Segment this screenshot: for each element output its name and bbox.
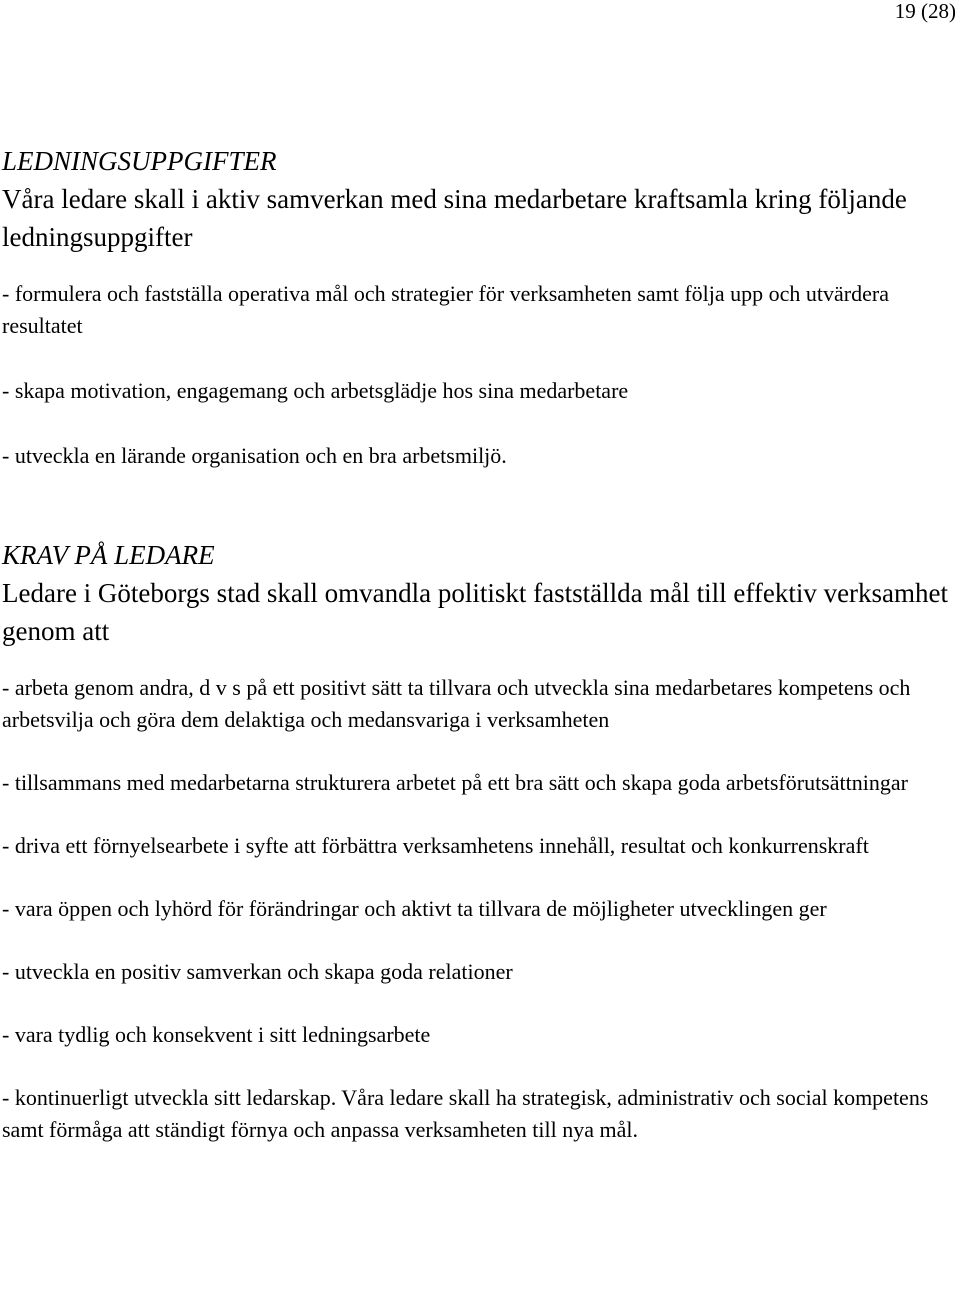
section-intro: Våra ledare skall i aktiv samverkan med sina medarbetare kraftsamla kring följande ledningsuppgifter: [2, 184, 907, 252]
page-number: 19 (28): [894, 0, 956, 23]
section-intro: Ledare i Göteborgs stad skall omvandla politiskt fastställda mål till effektiv verksamhet genom att: [2, 578, 949, 646]
section-title-krav-pa-ledare: KRAV PÅ LEDARE: [2, 540, 215, 570]
document-body: [2, 142, 957, 1146]
list-item: - formulera och fastställa operativa mål och strategier för verksamheten samt följa upp och utvärdera resultatet: [2, 281, 889, 338]
list-item: - skapa motivation, engagemang och arbetsglädje hos sina medarbetare: [2, 378, 629, 403]
list-item: - arbeta genom andra, d v s på ett positivt sätt ta tillvara och utveckla sina medarbetares kompetens och arbetsvilja och göra dem delaktiga och medansvariga i verksamheten: [2, 675, 911, 732]
section-title-ledningsuppgifter: LEDNINGSUPPGIFTER: [2, 146, 277, 176]
list-item: - vara öppen och lyhörd för förändringar och aktivt ta tillvara de möjligheter utvecklingen ger: [2, 896, 827, 921]
list-item: - vara tydlig och konsekvent i sitt ledningsarbete: [2, 1022, 431, 1047]
list-item: - kontinuerligt utveckla sitt ledarskap. Våra ledare skall ha strategisk, administrativ och social kompetens samt förmåga att ständigt förnya och anpassa verksamheten till nya mål.: [2, 1085, 929, 1142]
list-item: - utveckla en positiv samverkan och skapa goda relationer: [2, 959, 513, 984]
list-item: - driva ett förnyelsearbete i syfte att förbättra verksamhetens innehåll, resultat och konkurrenskraft: [2, 833, 869, 858]
list-item: - utveckla en lärande organisation och en bra arbetsmiljö.: [2, 443, 507, 468]
list-item: - tillsammans med medarbetarna strukturera arbetet på ett bra sätt och skapa goda arbetsförutsättningar: [2, 770, 908, 795]
